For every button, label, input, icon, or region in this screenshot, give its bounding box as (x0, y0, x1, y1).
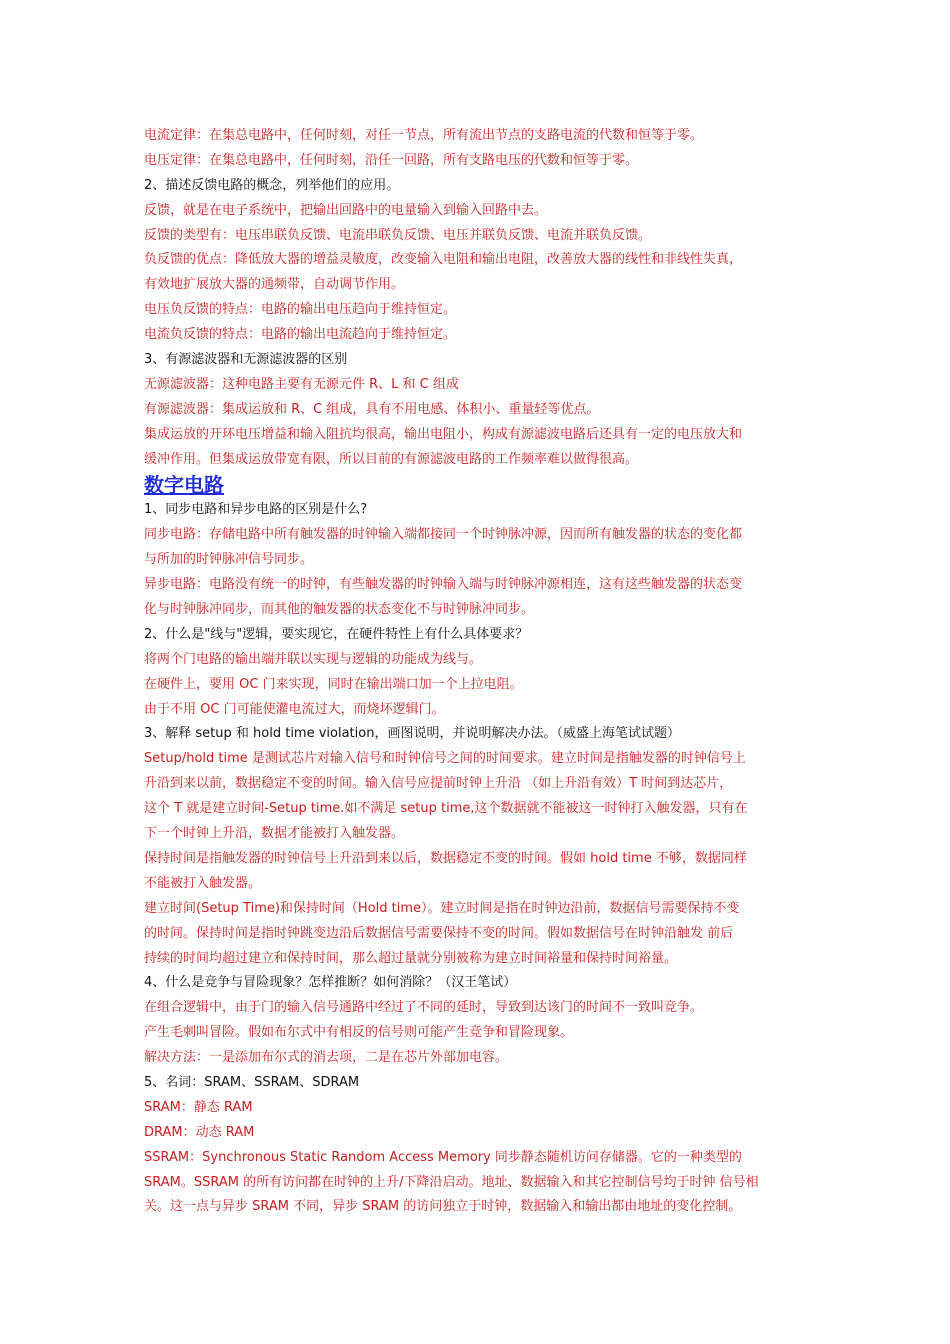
answer-line: 反馈的类型有：电压串联负反馈、电流串联负反馈、电压并联负反馈、电流并联负反馈。 (144, 227, 652, 243)
answer-line: Setup/hold time 是测试芯片对输入信号和时钟信号之间的时间要求。建立时间是指触发器的时钟信号上 (144, 751, 746, 767)
answer-line: 将两个门电路的输出端并联以实现与逻辑的功能成为线与。 (144, 651, 483, 667)
analog-circuit-section (144, 124, 810, 472)
answer-line: 无源滤波器：这种电路主要有无源元件 R、L 和 C 组成 (144, 376, 459, 392)
answer-line: 不能被打入触发器。 (144, 875, 262, 891)
section-heading-digital-circuits: 数字电路 (144, 473, 224, 498)
answer-line: 建立时间(Setup Time)和保持时间（Hold time）。建立时间是指在时钟边沿前，数据信号需要保持不变 (144, 900, 740, 916)
answer-line: 这个 T 就是建立时间-Setup time.如不满足 setup time,这个数据就不能被这一时钟打入触发器，只有在 (144, 801, 748, 817)
answer-line: 化与时钟脉冲同步，而其他的触发器的状态变化不与时钟脉冲同步。 (144, 602, 535, 618)
answer-line: 反馈，就是在电子系统中，把输出回路中的电量输入到输入回路中去。 (144, 202, 548, 218)
answer-line: 升沿到来以前，数据稳定不变的时间。输入信号应提前时钟上升沿 （如上升沿有效）T 时间到达芯片， (144, 776, 733, 792)
answer-line: SRAM：静态 RAM (144, 1099, 253, 1115)
answer-line: 电压定律：在集总电路中，任何时刻，沿任一回路，所有支路电压的代数和恒等于零。 (144, 152, 639, 168)
answer-line: 缓冲作用。但集成运放带宽有限，所以目前的有源滤波电路的工作频率难以做得很高。 (144, 451, 639, 467)
digital-circuit-section (144, 498, 810, 1220)
answer-line: 负反馈的优点：降低放大器的增益灵敏度，改变输入电阻和输出电阻，改善放大器的线性和非线性失真， (144, 252, 743, 268)
answer-line: 集成运放的开环电压增益和输入阻抗均很高，输出电阻小，构成有源滤波电路后还具有一定的电压放大和 (144, 426, 743, 442)
question-line: 3、解释 setup 和 hold time violation，画图说明，并说明解决办法。（威盛上海笔试试题） (144, 726, 680, 742)
answer-line: 保持时间是指触发器的时钟信号上升沿到来以后，数据稳定不变的时间。假如 hold time 不够，数据同样 (144, 850, 747, 866)
answer-line: 由于不用 OC 门可能使灌电流过大，而烧坏逻辑门。 (144, 701, 445, 717)
document-page (144, 124, 810, 1220)
question-line: 2、描述反馈电路的概念，列举他们的应用。 (144, 177, 400, 193)
answer-line: SSRAM：Synchronous Static Random Access Memory 同步静态随机访问存储器。它的一种类型的 (144, 1149, 742, 1165)
question-line: 1、同步电路和异步电路的区别是什么? (144, 502, 368, 518)
answer-line: 有源滤波器：集成运放和 R、C 组成，具有不用电感、体积小、重量轻等优点。 (144, 401, 600, 417)
question-line: 2、什么是"线与"逻辑，要实现它，在硬件特性上有什么具体要求？ (144, 626, 529, 642)
answer-line: 有效地扩展放大器的通频带，自动调节作用。 (144, 277, 405, 293)
answer-line: 关。这一点与异步 SRAM 不同，异步 SRAM 的访问独立于时钟，数据输入和输出都由地址的变化控制。 (144, 1199, 742, 1215)
answer-line: SRAM。SSRAM 的所有访问都在时钟的上升/下降沿启动。地址、数据输入和其它控制信号均于时钟 信号相 (144, 1174, 759, 1190)
answer-line: 持续的时间均超过建立和保持时间，那么超过量就分别被称为建立时间裕量和保持时间裕量。 (144, 950, 678, 966)
answer-line: 与所加的时钟脉冲信号同步。 (144, 552, 314, 568)
question-line: 4、什么是竞争与冒险现象？怎样推断？如何消除？（汉王笔试） (144, 975, 517, 991)
answer-line: 异步电路：电路没有统一的时钟，有些触发器的时钟输入端与时钟脉冲源相连，这有这些触发器的状态变 (144, 577, 743, 593)
answer-line: 在组合逻辑中，由于门的输入信号通路中经过了不同的延时，导致到达该门的时间不一致叫竞争。 (144, 1000, 704, 1016)
answer-line: 同步电路：存储电路中所有触发器的时钟输入端都接同一个时钟脉冲源，因而所有触发器的状态的变化都 (144, 527, 743, 543)
answer-line: 电流负反馈的特点：电路的输出电流趋向于维持恒定。 (144, 327, 457, 343)
answer-line: 的时间。保持时间是指时钟跳变边沿后数据信号需要保持不变的时间。假如数据信号在时钟沿触发 前后 (144, 925, 734, 941)
answer-line: 电流定律：在集总电路中，任何时刻，对任一节点，所有流出节点的支路电流的代数和恒等于零。 (144, 128, 704, 143)
question-line: 3、有源滤波器和无源滤波器的区别 (144, 352, 348, 368)
answer-line: 下一个时钟上升沿，数据才能被打入触发器。 (144, 826, 405, 842)
answer-line: 电压负反馈的特点：电路的输出电压趋向于维持恒定。 (144, 302, 457, 318)
answer-line: 产生毛刺叫冒险。假如布尔式中有相反的信号则可能产生竞争和冒险现象。 (144, 1025, 574, 1041)
answer-line: DRAM：动态 RAM (144, 1124, 255, 1140)
question-line: 5、名词：SRAM、SSRAM、SDRAM (144, 1074, 360, 1090)
answer-line: 在硬件上，要用 OC 门来实现，同时在输出端口加一个上拉电阻。 (144, 676, 523, 692)
answer-line: 解决方法：一是添加布尔式的消去项，二是在芯片外部加电容。 (144, 1050, 509, 1066)
